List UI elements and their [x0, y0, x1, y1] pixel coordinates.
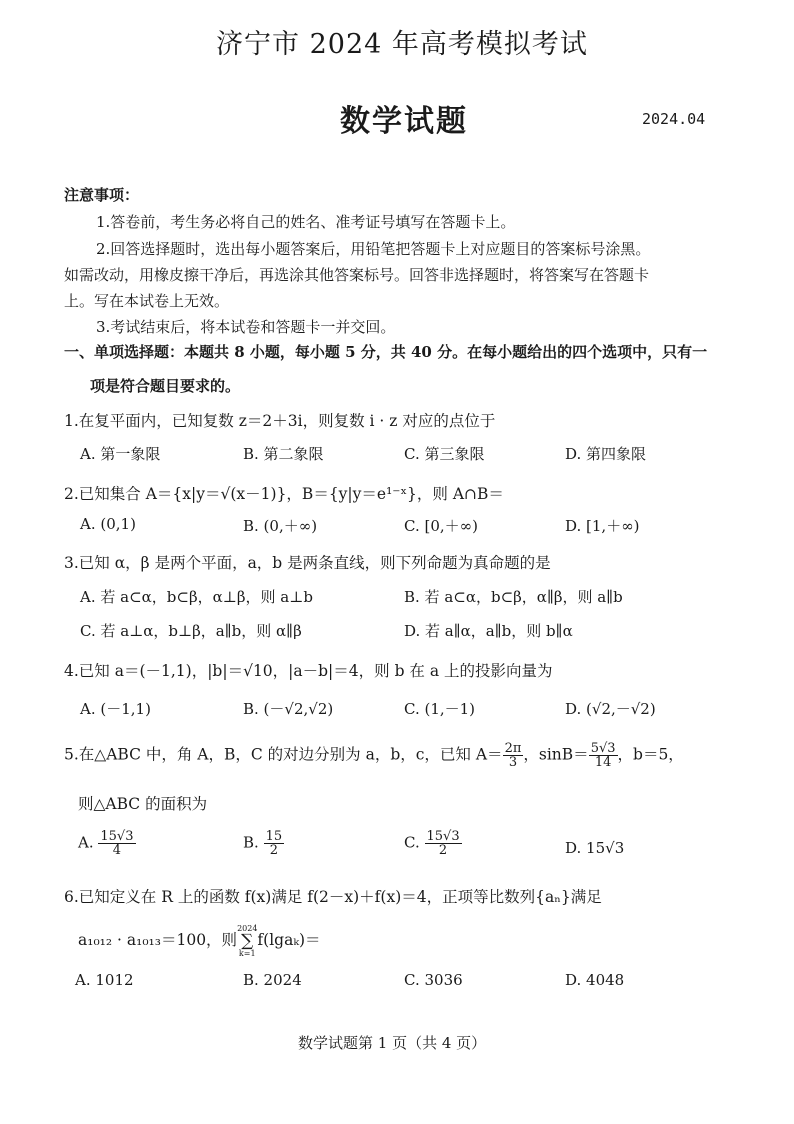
fraction-sinB	[589, 742, 618, 769]
q5-stem-part: ，b＝5，	[617, 745, 684, 764]
fraction-denominator: 3	[508, 755, 518, 770]
summation	[237, 924, 257, 958]
q6-option-a: A. 1012	[75, 971, 134, 989]
sum-lower-limit: k=1	[238, 949, 256, 958]
q4-option-b: B. (－√2,√2)	[243, 700, 334, 718]
fraction-numerator: 5√3	[590, 741, 616, 756]
fraction-denominator: 2	[438, 843, 448, 858]
fraction-denominator: 4	[112, 843, 122, 858]
q2-option-c: C. [0,＋∞)	[404, 517, 478, 535]
q5-stem-part: ，sinB＝	[523, 745, 589, 764]
notice-item: 3.考试结束后，将本试卷和答题卡一并交回。	[96, 318, 396, 336]
option-value: 15√3	[586, 839, 625, 857]
q6-stem-part: a₁₀₁₂ · a₁₀₁₃＝100，则	[78, 931, 238, 949]
question-2-stem: 2.已知集合 A＝{x|y＝√(x－1)}，B＝{y|y＝e¹⁻ˣ}，则 A∩B＝	[64, 485, 504, 503]
question-6-stem-cont	[78, 924, 321, 958]
q3-option-c: C. 若 a⊥α，b⊥β，a∥b，则 α∥β	[80, 622, 302, 640]
notice-item: 上。写在本试卷上无效。	[64, 292, 230, 310]
q5-option-a	[78, 830, 136, 857]
page-footer: 数学试题第 1 页（共 4 页）	[298, 1034, 487, 1052]
notice-heading: 注意事项：	[64, 186, 140, 204]
q4-option-c: C. (1,－1)	[404, 700, 476, 718]
q5-option-c	[404, 830, 462, 857]
q1-option-d: D. 第四象限	[565, 445, 647, 463]
q5-option-b	[243, 830, 284, 857]
notice-item: 2.回答选择题时，选出每小题答案后，用铅笔把答题卡上对应题目的答案标号涂黑。	[96, 240, 651, 258]
q5-stem-part: 5.在△ABC 中，角 A，B，C 的对边分别为 a，b，c，已知 A＝	[64, 745, 503, 764]
option-fraction	[98, 830, 135, 857]
subject-title: 数学试题	[340, 104, 468, 139]
question-3-stem: 3.已知 α，β 是两个平面，a，b 是两条直线，则下列命题为真命题的是	[64, 554, 551, 572]
question-5-stem-cont: 则△ABC 的面积为	[78, 795, 208, 813]
sum-upper-limit: 2024	[237, 924, 258, 933]
notice-item: 如需改动，用橡皮擦干净后，再选涂其他答案标号。回答非选择题时，将答案写在答题卡	[64, 266, 650, 284]
fraction-numerator: 15√3	[426, 829, 460, 844]
q2-option-a: A. (0,1)	[80, 515, 136, 533]
q3-option-d: D. 若 a∥α，a∥b，则 b∥α	[404, 622, 573, 640]
q2-option-b: B. (0,＋∞)	[243, 517, 318, 535]
q6-option-d: D. 4048	[565, 971, 625, 989]
q6-stem-part: f(lgaₖ)＝	[257, 931, 321, 949]
question-6-stem: 6.已知定义在 R 上的函数 f(x)满足 f(2－x)＋f(x)＝4，正项等比数列{aₙ}满足	[64, 888, 602, 906]
q3-option-b: B. 若 a⊂α，b⊂β，α∥β，则 a∥b	[404, 588, 623, 606]
notice-item: 1.答卷前，考生务必将自己的姓名、准考证号填写在答题卡上。	[96, 213, 516, 231]
fraction-A	[503, 742, 524, 769]
fraction-numerator: 2π	[504, 741, 522, 756]
exam-date: 2024.04	[642, 110, 706, 128]
fraction-denominator: 2	[269, 843, 278, 858]
q1-option-b: B. 第二象限	[243, 445, 324, 463]
q1-option-a: A. 第一象限	[80, 445, 161, 463]
q5-option-d	[565, 839, 624, 857]
option-label: A.	[78, 833, 94, 852]
q4-option-d: D. (√2,－√2)	[565, 700, 656, 718]
question-4-stem: 4.已知 a＝(－1,1)，|b|＝√10，|a－b|＝4，则 b 在 a 上的投影向量为	[64, 662, 553, 680]
q1-option-c: C. 第三象限	[404, 445, 485, 463]
sigma-icon: ∑	[241, 931, 254, 951]
section-heading-cont: 项是符合题目要求的。	[90, 377, 241, 395]
option-label: B.	[243, 833, 259, 852]
fraction-numerator: 15√3	[100, 829, 134, 844]
question-1-stem: 1.在复平面内，已知复数 z＝2＋3i，则复数 i · z 对应的点位于	[64, 412, 496, 430]
option-fraction	[425, 830, 462, 857]
q6-option-b: B. 2024	[243, 971, 302, 989]
q6-option-c: C. 3036	[404, 971, 463, 989]
exam-title: 济宁市 2024 年高考模拟考试	[216, 29, 588, 60]
q4-option-a: A. (－1,1)	[80, 700, 151, 718]
option-label: D.	[565, 839, 582, 857]
q2-option-d: D. [1,＋∞)	[565, 517, 640, 535]
question-5-stem	[64, 742, 684, 769]
option-label: C.	[404, 833, 420, 852]
option-fraction	[264, 830, 285, 857]
fraction-denominator: 14	[594, 755, 612, 770]
fraction-numerator: 15	[265, 829, 283, 844]
section-heading: 一、单项选择题：本题共 8 小题，每小题 5 分，共 40 分。在每小题给出的四个选项中，只有一	[64, 343, 708, 361]
q3-option-a: A. 若 a⊂α，b⊂β，α⊥β，则 a⊥b	[80, 588, 313, 606]
